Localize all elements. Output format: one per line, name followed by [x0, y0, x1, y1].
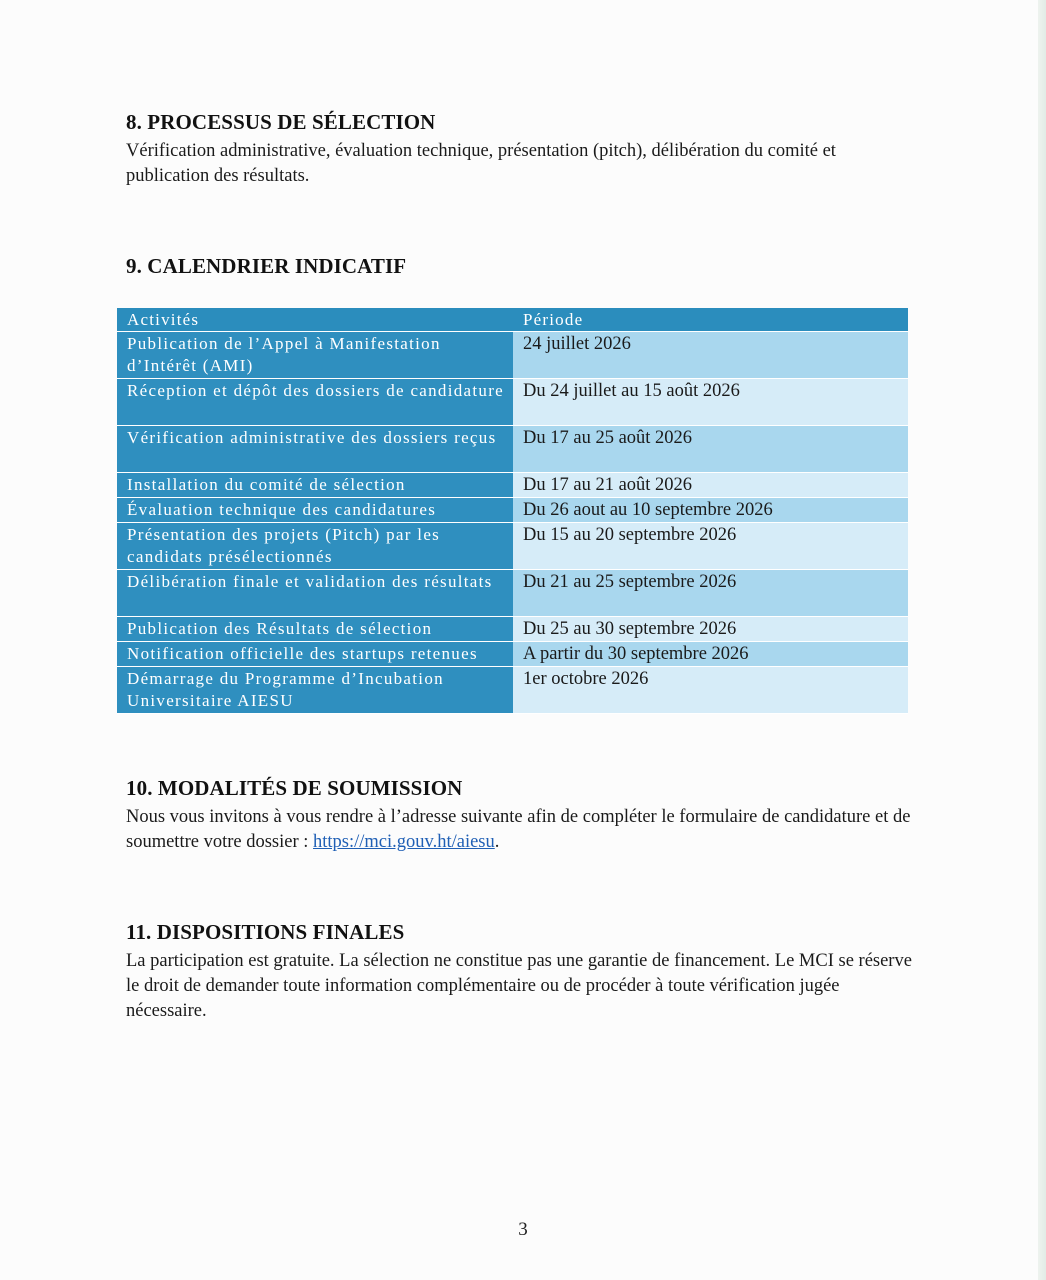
activity-cell: Installation du comité de sélection	[117, 473, 513, 498]
header-period: Période	[513, 308, 908, 332]
period-cell: Du 21 au 25 septembre 2026	[513, 570, 908, 617]
period-cell: 24 juillet 2026	[513, 332, 908, 379]
activity-cell: Délibération finale et validation des résultats	[117, 570, 513, 617]
table-row	[117, 667, 908, 714]
activity-cell: Vérification administrative des dossiers reçus	[117, 426, 513, 473]
period-cell: Du 24 juillet au 15 août 2026	[513, 379, 908, 426]
section-submission	[126, 776, 916, 855]
section-calendar	[126, 254, 916, 279]
period-cell: A partir du 30 septembre 2026	[513, 642, 908, 667]
table-row	[117, 523, 908, 570]
activity-cell: Démarrage du Programme d’Incubation Universitaire AIESU	[117, 667, 513, 714]
section-selection	[126, 110, 916, 189]
section-text	[126, 805, 916, 855]
calendar-table	[117, 308, 908, 714]
submission-link[interactable]: https://mci.gouv.ht/aiesu	[313, 832, 495, 852]
table-row	[117, 379, 908, 426]
section-title: 9. CALENDRIER INDICATIF	[126, 254, 407, 278]
activity-cell: Réception et dépôt des dossiers de candidature	[117, 379, 513, 426]
period-cell: Du 25 au 30 septembre 2026	[513, 617, 908, 642]
activity-cell: Présentation des projets (Pitch) par les candidats présélectionnés	[117, 523, 513, 570]
header-activity: Activités	[117, 308, 513, 332]
section-final	[126, 920, 916, 1024]
table-row	[117, 473, 908, 498]
submission-text: Nous vous invitons à vous rendre à l’adresse suivante afin de compléter le formulaire de candidature et de soumettre votre dossier :	[126, 807, 911, 852]
table-row	[117, 498, 908, 523]
table-row	[117, 570, 908, 617]
table-row	[117, 642, 908, 667]
activity-cell: Évaluation technique des candidatures	[117, 498, 513, 523]
table-header-row	[117, 308, 908, 332]
page-number: 3	[518, 1219, 528, 1240]
section-title: 8. PROCESSUS DE SÉLECTION	[126, 110, 436, 134]
period-cell: Du 15 au 20 septembre 2026	[513, 523, 908, 570]
activity-cell: Notification officielle des startups retenues	[117, 642, 513, 667]
section-text: La participation est gratuite. La sélection ne constitue pas une garantie de financement. Le MCI se réserve le droit de demander toute information complémentaire ou de procéder à toute vérification jugée nécessaire.	[126, 951, 912, 1021]
activity-cell: Publication de l’Appel à Manifestation d’Intérêt (AMI)	[117, 332, 513, 379]
section-title: 10. MODALITÉS DE SOUMISSION	[126, 776, 463, 800]
period-cell: Du 26 aout au 10 septembre 2026	[513, 498, 908, 523]
submission-text-end: .	[494, 832, 500, 852]
table-row	[117, 426, 908, 473]
page-edge	[1038, 0, 1046, 1280]
section-title: 11. DISPOSITIONS FINALES	[126, 920, 405, 944]
period-cell: Du 17 au 25 août 2026	[513, 426, 908, 473]
period-cell: 1er octobre 2026	[513, 667, 908, 714]
activity-cell: Publication des Résultats de sélection	[117, 617, 513, 642]
period-cell: Du 17 au 21 août 2026	[513, 473, 908, 498]
section-text: Vérification administrative, évaluation technique, présentation (pitch), délibération du comité et publication des résultats.	[126, 141, 836, 186]
table-row	[117, 617, 908, 642]
table-row	[117, 332, 908, 379]
